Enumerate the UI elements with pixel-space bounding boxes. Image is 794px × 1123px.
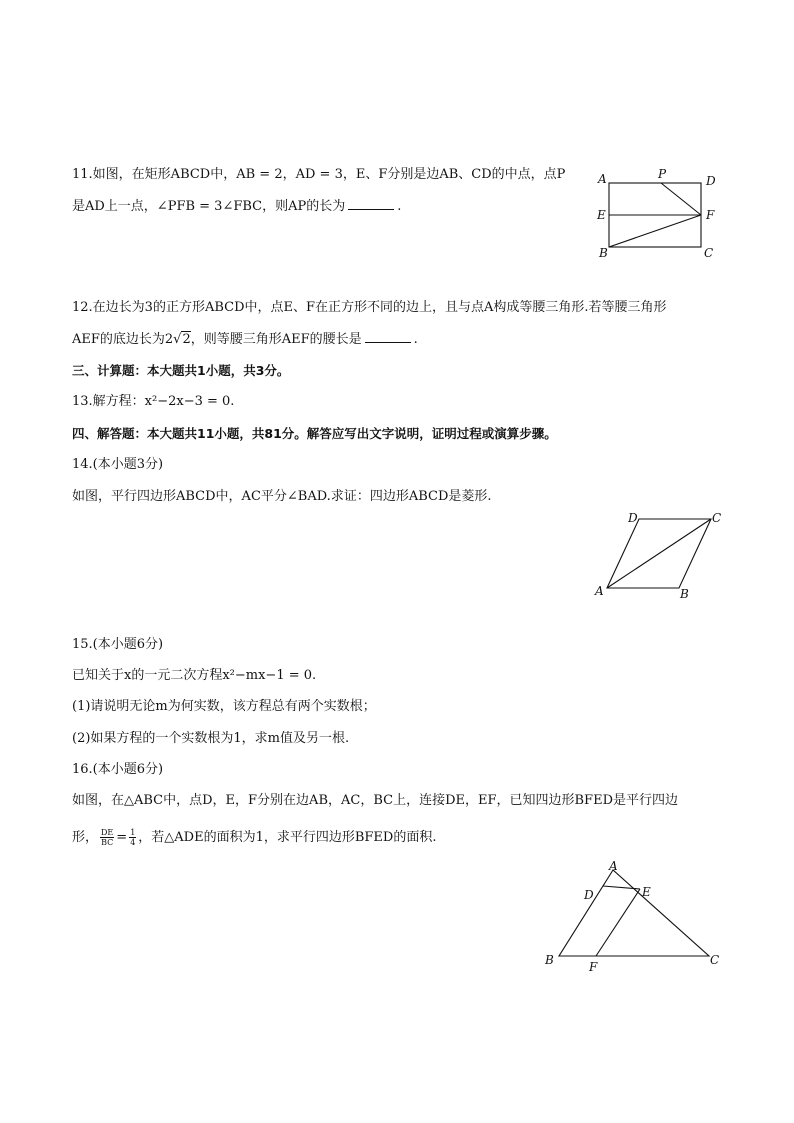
fig16-line-EF [596, 889, 640, 956]
fig11-label-D: D [706, 174, 716, 188]
frac-denominator: BC [101, 838, 114, 847]
fig14-label-C: C [712, 511, 722, 525]
figure-11-rectangle [595, 165, 725, 265]
section-4-heading: 四、解答题：本大题共11小题，共81分。解答应写出文字说明，证明过程或演算步骤。 [72, 426, 557, 441]
q12-line2-c: . [413, 332, 418, 347]
q14-text: 如图，平行四边形ABCD中，AC平分∠BAD.求证：四边形ABCD是菱形. [72, 489, 492, 504]
q15-text: 已知关于x的一元二次方程x²−mx−1 = 0. [72, 668, 317, 683]
section-3-heading: 三、计算题：本大题共1小题，共3分。 [72, 363, 290, 378]
fig11-label-C: C [704, 246, 714, 260]
q12-line2-a: AEF的底边长为2 [72, 332, 174, 347]
fig16-label-D: D [584, 888, 594, 902]
q13-text: 13.解方程：x²−2x−3 = 0. [72, 394, 235, 409]
fig16-label-B: B [545, 953, 554, 967]
q12-answer-blank[interactable] [365, 330, 411, 343]
q16-equals: = [116, 830, 128, 845]
q11-line2-text: 是AD上一点，∠PFB = 3∠FBC，则AP的长为 [72, 199, 346, 214]
figure-16-triangle [540, 858, 730, 978]
frac-numerator: 1 [130, 828, 136, 837]
fig16-label-F: F [589, 960, 598, 974]
fig16-line-DE [603, 886, 640, 889]
q11-line2-end: . [397, 199, 402, 214]
fig16-triangle-ABC [559, 870, 709, 956]
q11-line1: 11.如图，在矩形ABCD中，AB = 2，AD = 3，E、F分别是边AB、CD的中点，点P [72, 167, 566, 182]
q16-fraction-one-quarter [129, 828, 136, 847]
q11-answer-blank[interactable] [348, 197, 394, 210]
q12-line1: 12.在边长为3的正方形ABCD中，点E、F在正方形不同的边上，且与点A构成等腰三角形.若等腰三角形 [72, 300, 667, 315]
q15-header: 15.(本小题6分) [72, 637, 164, 652]
fig16-label-A: A [609, 859, 618, 873]
q16-fraction-de-bc [100, 828, 114, 847]
q15-part1: (1)请说明无论m为何实数，该方程总有两个实数根； [72, 699, 376, 714]
fig14-label-B: B [680, 587, 689, 601]
fig11-label-F: F [706, 208, 715, 222]
fig14-label-D: D [628, 511, 638, 525]
fig16-label-C: C [710, 953, 720, 967]
frac-numerator: DE [101, 828, 114, 837]
q12-line2-b: ，则等腰三角形AEF的腰长是 [190, 332, 362, 347]
fig11-label-P: P [658, 167, 667, 181]
fig11-label-E: E [597, 208, 606, 222]
fig14-label-A: A [595, 584, 604, 598]
q16-line2-a: 形， [72, 830, 99, 845]
figure-14-parallelogram [592, 508, 727, 603]
fig11-label-A: A [598, 172, 607, 186]
q14-header: 14.(本小题3分) [72, 457, 164, 472]
frac-denominator: 4 [130, 838, 136, 847]
q16-line2-b: ，若△ADE的面积为1，求平行四边形BFED的面积. [138, 830, 437, 845]
fig11-line-BF [609, 215, 701, 247]
fig11-label-B: B [599, 246, 608, 260]
fig11-line-PF [661, 183, 701, 215]
sqrt-sign: √ [173, 332, 182, 347]
q16-line2 [72, 828, 436, 847]
q12-sqrt-radicand: 2 [182, 332, 191, 347]
q11-line2 [72, 197, 401, 216]
q12-line2 [72, 330, 418, 349]
q16-header: 16.(本小题6分) [72, 762, 164, 777]
q16-line1: 如图，在△ABC中，点D，E，F分别在边AB，AC，BC上，连接DE，EF，已知四边形BFED是平行四边 [72, 793, 678, 808]
fig16-label-E: E [642, 885, 651, 899]
q15-part2: (2)如果方程的一个实数根为1，求m值及另一根. [72, 731, 350, 746]
